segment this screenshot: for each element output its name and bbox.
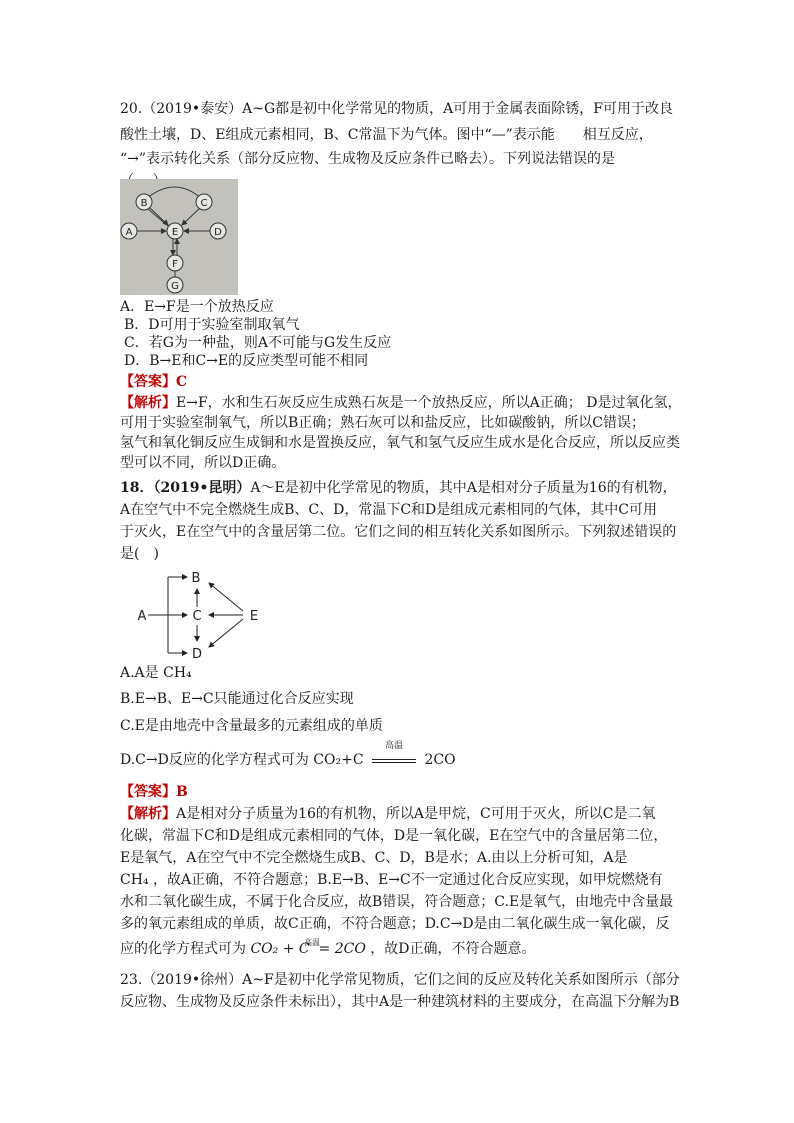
q18-option-b: B.E→B、E→C只能通过化合反应实现 (120, 691, 354, 707)
edge-b-e (150, 208, 168, 225)
q18-option-d-text: D.C→D反应的化学方程式可为 CO₂+C (120, 752, 364, 768)
q20-analysis-line-1: E→F，水和生石灰反应生成熟石灰是一个放热反应，所以A正确； D是过氧化氢， (176, 395, 682, 411)
q20-answer-label: 【答案】 (120, 374, 176, 390)
q18-source: （2019•昆明） (153, 480, 251, 496)
arc-b-c (146, 187, 202, 199)
q20-option-d: D．B→E和C→E的反应类型可能不相同 (124, 353, 369, 369)
label-d: D (214, 227, 222, 238)
q18-number: 18． (120, 480, 154, 496)
q20-reaction-diagram (120, 179, 238, 295)
q18-eq-suffix: ，故D正确，不符合题意。 (370, 941, 536, 957)
q20-answer-value: C (176, 374, 188, 390)
q20-line-1: 20.（2019•泰安）A~G都是初中化学常见的物质，A可用于金属表面除锈，F可用于改良 (120, 101, 673, 117)
q20-options (120, 298, 680, 370)
q18-line-2: A在空气中不完全燃烧生成B、C、D，常温下C和D是组成元素相同的气体，其中C可用 (120, 502, 657, 518)
q20-option-a: A．E→F是一个放热反应 (120, 299, 274, 315)
q18-analysis-line-2: 化碳，常温下C和D是组成元素相同的气体，D是一氧化碳，E在空气中的含量居第二位， (120, 828, 668, 844)
q20-line-2: 酸性土壤，D、E组成元素相同，B、C常温下为气体。图中“—”表示能 相互反应， (120, 127, 653, 143)
q20-option-b: B．D可用于实验室制取氧气 (124, 317, 300, 333)
q18-analysis-line-3: E是氧气，A在空气中不完全燃烧生成B、C、D，B是水；A.由以上分析可知，A是 (120, 850, 628, 866)
edge-e-d (209, 619, 243, 647)
q18-line-3: 于灭火，E在空气中的含量居第二位。它们之间的相互转化关系如图所示。下列叙述错误的 (120, 524, 677, 540)
label-c: C (200, 198, 208, 209)
q18-eq-prefix: 应的化学方程式可为 (120, 941, 246, 957)
q18-answer-value: B (176, 784, 188, 800)
q18-option-c: C.E是由地壳中含量最多的元素组成的单质 (120, 718, 383, 734)
q18-analysis-label: 【解析】 (120, 806, 176, 822)
question-23-stem (120, 969, 680, 1013)
q18-analysis-equation-line (120, 938, 680, 960)
edge-e-b (209, 583, 243, 611)
q20-analysis-line-4: 型可以不同，所以D正确。 (120, 455, 286, 471)
label-b: B (191, 571, 201, 586)
q18-analysis-line-6: 多的氧元素组成的单质，故C正确，不符合题意；D.C→D是由二氧化碳生成一氧化碳，反 (120, 916, 670, 932)
label-a: A (125, 227, 133, 238)
label-e: E (249, 609, 259, 624)
q18-line-1: A～E是初中化学常见的物质，其中A是相对分子质量为16的有机物， (250, 480, 677, 496)
q18-diagram-svg (135, 567, 270, 659)
question-20-stem (120, 96, 680, 192)
q20-option-c: C．若G为一种盐，则A不可能与G发生反应 (124, 335, 392, 351)
q18-eq-right: = 2CO (318, 941, 366, 957)
q20-analysis-label: 【解析】 (120, 395, 176, 411)
q20-diagram-svg (120, 179, 238, 295)
q23-line-1: 23.（2019•徐州）A~F是初中化学常见物质，它们之间的反应及转化关系如图所示（部分 (120, 972, 680, 988)
q18-option-d-product: 2CO (424, 752, 456, 768)
q20-line-3: “→”表示转化关系（部分反应物、生成物及反应条件已略去）。下列说法错误的是 (120, 151, 616, 167)
q18-eq-left: CO₂ + C (250, 941, 310, 957)
q18-answer-label: 【答案】 (120, 784, 176, 800)
q18-answer (120, 782, 680, 802)
label-b: B (140, 198, 148, 209)
label-d: D (191, 647, 203, 659)
q18-option-a: A.A是 CH₄ (120, 665, 192, 681)
q18-condition-text: 高温 (384, 741, 403, 751)
q20-answer (120, 372, 680, 392)
label-e: E (171, 227, 179, 238)
question-18-stem (120, 477, 680, 565)
q20-analysis (120, 393, 680, 473)
q18-analysis (120, 803, 680, 935)
q20-analysis-line-3: 氢气和氧化铜反应生成铜和水是置换反应，氧气和氢气反应生成水是化合反应，所以反应类 (120, 435, 680, 451)
q20-analysis-line-2: 可用于实验室制氧气，所以B正确；熟石灰可以和盐反应，比如碳酸钠，所以C错误； (120, 415, 645, 431)
q23-line-2: 反应物、生成物及反应条件未标出），其中A是一种建筑材料的主要成分，在高温下分解为B (120, 994, 680, 1010)
q18-line-4: 是( ) (120, 546, 159, 562)
q18-eq-condition: 高温 (304, 938, 321, 947)
edge-e-b (148, 209, 168, 226)
label-a: A (137, 609, 147, 624)
q18-analysis-line-1: A是相对分子质量为16的有机物，所以A是甲烷，C可用于灭火，所以C是二氧 (176, 806, 656, 822)
q18-reaction-condition (370, 741, 418, 770)
q18-analysis-line-5: 水和二氧化碳生成，不属于化合反应，故B错误，符合题意；C.E是氧气，由地壳中含量最 (120, 894, 674, 910)
label-g: G (171, 281, 179, 292)
label-f: F (172, 259, 178, 270)
edge-c-e (182, 208, 200, 225)
label-c: C (192, 609, 202, 624)
q18-analysis-line-4: CH₄ ，故A正确，不符合题意；B.E→B、E→C不一定通过化合反应实现，如甲烷燃烧有 (120, 872, 663, 888)
q18-reaction-diagram (135, 567, 270, 659)
q18-option-d (120, 741, 680, 770)
